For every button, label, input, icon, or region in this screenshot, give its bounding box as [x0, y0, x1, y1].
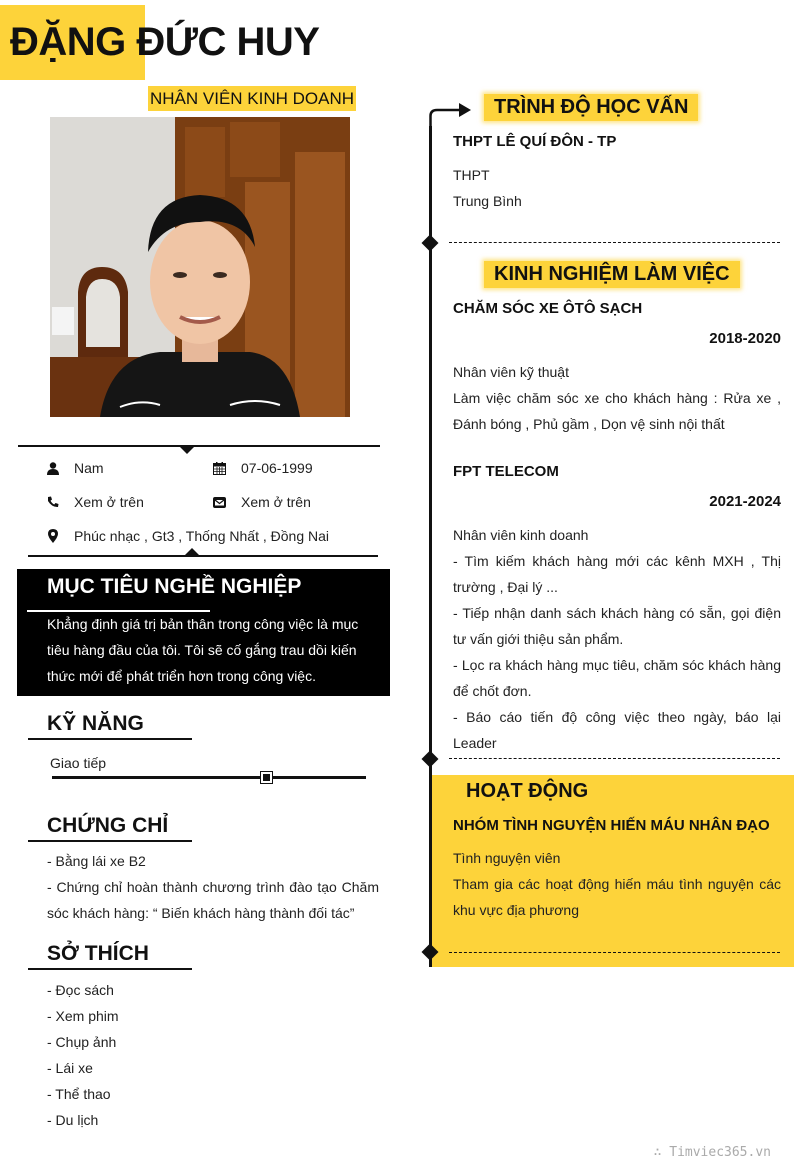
- candidate-name: ĐẶNG ĐỨC HUY: [10, 20, 320, 64]
- portrait-photo: [50, 117, 350, 417]
- gender-row: [39, 460, 104, 476]
- email-row: [206, 494, 311, 510]
- job-description-item: - Tiếp nhận danh sách khách hàng có sẵn, gọi điện tư vấn giới thiệu sản phẩm.: [453, 605, 781, 647]
- avatar: [50, 117, 350, 417]
- map-marker-icon: [39, 529, 66, 543]
- hobby-item: - Thể thao: [47, 1086, 111, 1102]
- hobby-item: - Đọc sách: [47, 982, 114, 998]
- certificates-underline: [28, 840, 192, 842]
- skill-name: Giao tiếp: [50, 755, 107, 771]
- activity-org: NHÓM TÌNH NGUYỆN HIẾN MÁU NHÂN ĐẠO: [453, 817, 770, 834]
- certificate-item: - Bằng lái xe B2: [47, 853, 146, 869]
- skills-underline: [28, 738, 192, 740]
- skill-bar: [52, 776, 366, 779]
- envelope-icon: [206, 497, 233, 508]
- job-years: 2021-2024: [709, 493, 781, 510]
- section-dashed-divider: [449, 242, 780, 243]
- birthday-value: 07-06-1999: [241, 460, 313, 476]
- birthday-row: [206, 460, 313, 476]
- hobby-item: - Lái xe: [47, 1060, 93, 1076]
- skills-title: KỸ NĂNG: [47, 712, 144, 735]
- phone-icon: [39, 496, 66, 508]
- job-description-item: - Tìm kiếm khách hàng mới các kênh MXH , Thị trường , Đại lý ...: [453, 553, 781, 595]
- certificates-list: [47, 848, 379, 926]
- section-dashed-divider: [449, 952, 780, 953]
- hobby-item: - Xem phim: [47, 1008, 119, 1024]
- timeline-line: [429, 126, 432, 967]
- gender-value: Nam: [74, 460, 104, 476]
- timeline-arrow-icon: [425, 98, 475, 128]
- activities-title: HOẠT ĐỘNG: [466, 780, 589, 802]
- company-name: FPT TELECOM: [453, 463, 559, 480]
- timeline-diamond: [422, 751, 439, 768]
- job-description: Làm việc chăm sóc xe cho khách hàng : Rửa xe , Đánh bóng , Phủ gầm , Dọn vệ sinh nội thất: [453, 390, 781, 432]
- certificate-item: - Chứng chỉ hoàn thành chương trình đào tạo Chăm sóc khách hàng: “ Biến khách hàng thành đối tác”: [47, 879, 379, 921]
- education-grade: Trung Bình: [453, 193, 522, 209]
- divider-arrow-up: [184, 548, 200, 556]
- phone-row: [39, 494, 144, 510]
- activity-role: Tình nguyện viên: [453, 850, 561, 866]
- job-position: Nhân viên kỹ thuật: [453, 364, 569, 380]
- skill-level-marker: [261, 772, 272, 783]
- objective-title: MỤC TIÊU NGHỀ NGHIỆP: [47, 575, 302, 598]
- address-row: [39, 528, 329, 544]
- school-name: THPT LÊ QUÍ ĐÔN - TP: [453, 133, 617, 150]
- hobbies-title: SỞ THÍCH: [47, 942, 149, 965]
- company-name: CHĂM SÓC XE ÔTÔ SẠCH: [453, 300, 643, 317]
- hobbies-underline: [28, 968, 192, 970]
- address-value: Phúc nhạc , Gt3 , Thống Nhất , Đồng Nai: [74, 528, 330, 544]
- email-value: Xem ở trên: [241, 494, 311, 510]
- career-objective-section: [17, 569, 390, 696]
- timeline-diamond: [422, 235, 439, 252]
- job-position: Nhân viên kinh doanh: [453, 527, 589, 543]
- hobby-item: - Chụp ảnh: [47, 1034, 117, 1050]
- job-description-item: - Lọc ra khách hàng mục tiêu, chăm sóc khách hàng để chốt đơn.: [453, 657, 781, 699]
- hobby-item: - Du lịch: [47, 1112, 99, 1128]
- experience-title: KINH NGHIỆM LÀM VIỆC: [484, 261, 740, 288]
- info-top-divider: [18, 445, 380, 447]
- divider-arrow-down: [179, 446, 195, 454]
- activity-description: Tham gia các hoạt động hiến máu tình nguyện các khu vực địa phương: [453, 876, 781, 918]
- user-icon: [39, 462, 66, 475]
- watermark: ∴ Timviec365.vn: [653, 1145, 771, 1160]
- info-bottom-divider: [28, 555, 378, 557]
- job-description-item: - Báo cáo tiến độ công việc theo ngày, báo lại Leader: [453, 709, 781, 751]
- phone-value: Xem ở trên: [74, 494, 144, 510]
- section-dashed-divider: [449, 758, 780, 759]
- job-years: 2018-2020: [709, 330, 781, 347]
- hobbies-list: [47, 977, 119, 1133]
- job-title: NHÂN VIÊN KINH DOANH: [148, 86, 356, 111]
- job-description-list: [453, 548, 781, 756]
- certificates-title: CHỨNG CHỈ: [47, 814, 169, 837]
- education-level: THPT: [453, 167, 490, 183]
- objective-text: Khẳng định giá trị bản thân trong công việc là mục tiêu hàng đầu của tôi. Tôi sẽ cố gắng trau dồi kiến thức mới để phát triển hơn trong công việc.: [47, 616, 359, 684]
- education-title: TRÌNH ĐỘ HỌC VẤN: [484, 94, 698, 121]
- calendar-icon: [206, 462, 233, 475]
